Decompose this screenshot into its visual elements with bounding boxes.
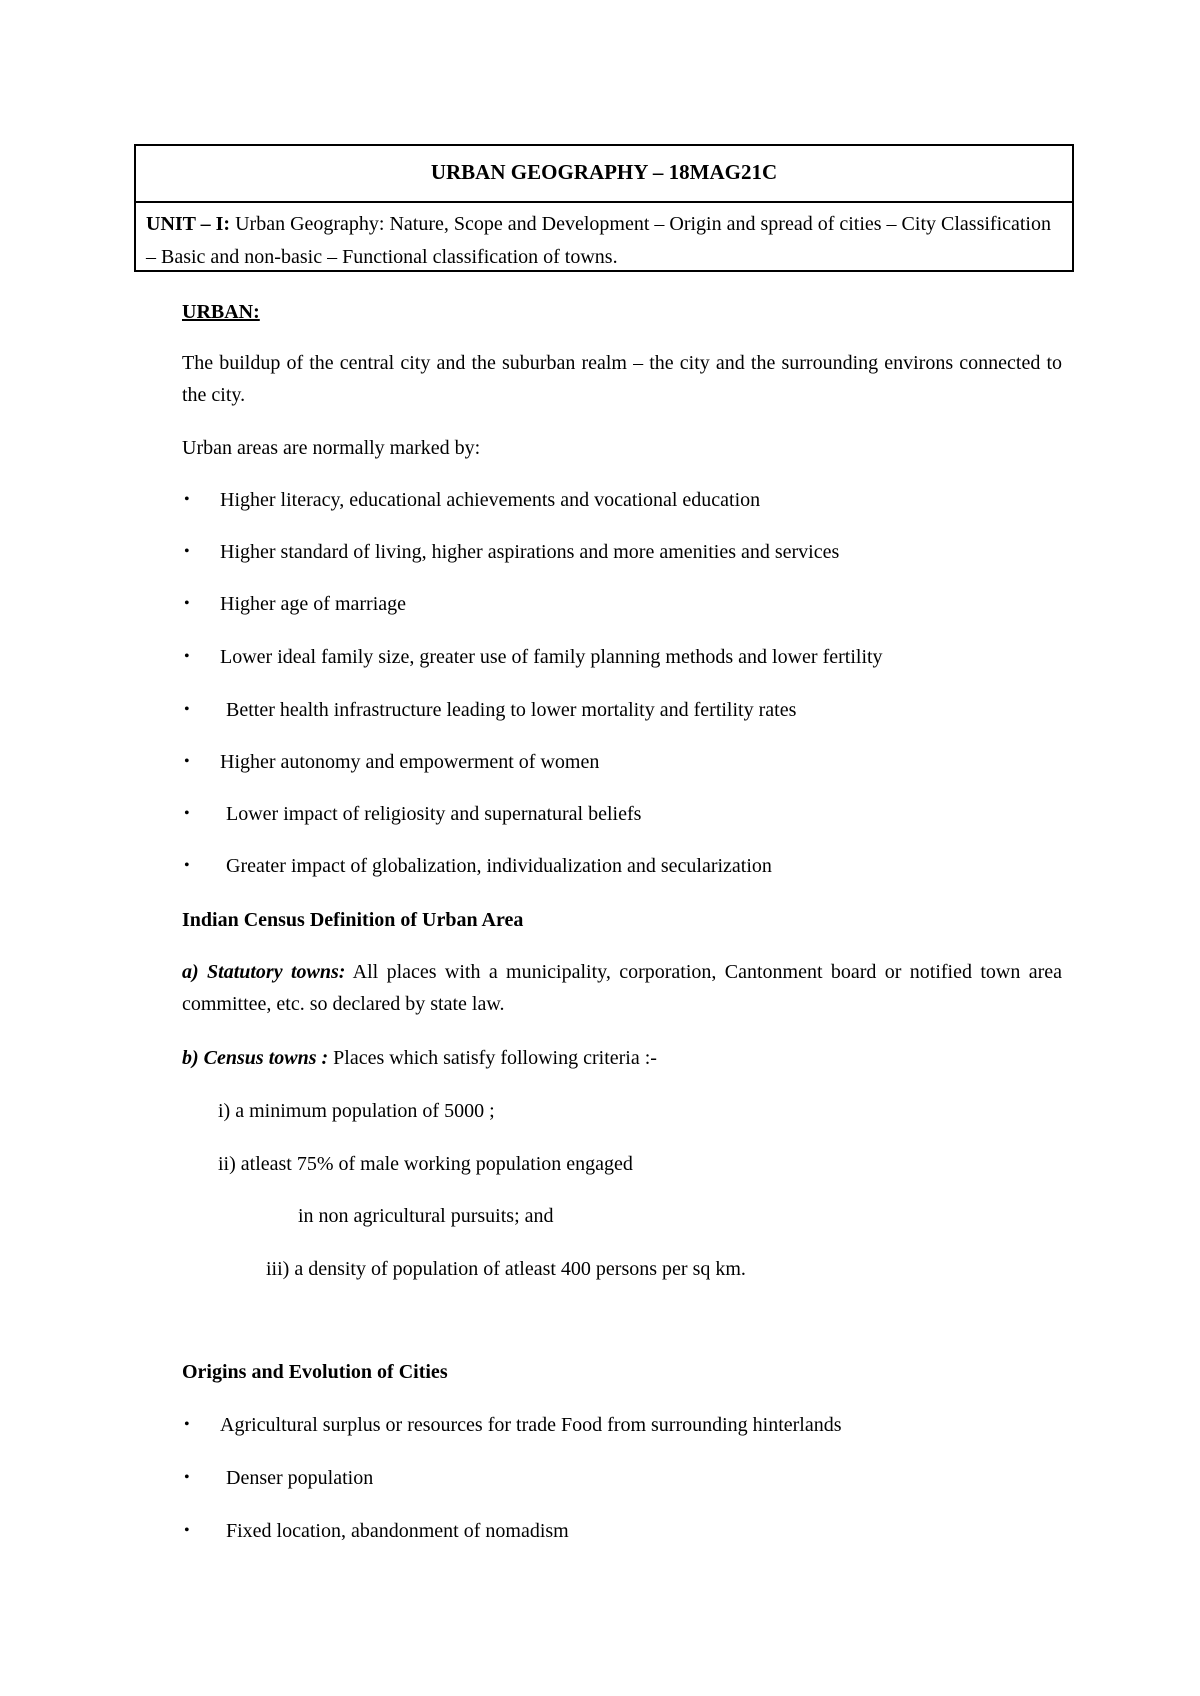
bullet-icon: • xyxy=(184,1522,190,1539)
urban-definition: The buildup of the central city and the suburban realm – the city and the surrounding environs connected to the city. xyxy=(182,352,1062,406)
bullet-icon: • xyxy=(184,648,190,665)
bullet-text: Denser population xyxy=(226,1467,374,1489)
urban-intro: Urban areas are normally marked by: xyxy=(182,437,481,459)
census-heading: Indian Census Definition of Urban Area xyxy=(182,909,524,931)
bullet-text: Better health infrastructure leading to lower mortality and fertility rates xyxy=(226,699,797,721)
unit-label: UNIT – I: xyxy=(146,213,231,235)
bullet-text: Higher standard of living, higher aspirations and more amenities and services xyxy=(220,541,840,563)
criteria-item: ii) atleast 75% of male working population engaged xyxy=(218,1153,633,1175)
census-towns-text: Places which satisfy following criteria :- xyxy=(328,1047,657,1069)
census-towns-label: b) Census towns : xyxy=(182,1047,329,1069)
bullet-text: Fixed location, abandonment of nomadism xyxy=(226,1520,569,1542)
course-title: URBAN GEOGRAPHY – 18MAG21C xyxy=(136,146,1072,203)
bullet-text: Higher literacy, educational achievements and vocational education xyxy=(220,489,761,511)
bullet-text: Higher autonomy and empowerment of women xyxy=(220,751,600,773)
bullet-text: Greater impact of globalization, individualization and secularization xyxy=(226,855,772,877)
bullet-text: Lower impact of religiosity and supernatural beliefs xyxy=(226,803,642,825)
unit-syllabus xyxy=(146,208,1062,274)
criteria-item: iii) a density of population of atleast 400 persons per sq km. xyxy=(266,1258,746,1280)
bullet-icon: • xyxy=(184,543,190,560)
bullet-icon: • xyxy=(184,595,190,612)
bullet-text: Lower ideal family size, greater use of family planning methods and lower fertility xyxy=(220,646,883,668)
origins-heading: Origins and Evolution of Cities xyxy=(182,1361,448,1383)
criteria-item: in non agricultural pursuits; and xyxy=(298,1205,554,1227)
bullet-icon: • xyxy=(184,701,190,718)
bullet-icon: • xyxy=(184,805,190,822)
bullet-icon: • xyxy=(184,857,190,874)
bullet-text: Agricultural surplus or resources for trade Food from surrounding hinterlands xyxy=(220,1414,842,1436)
criteria-item: i) a minimum population of 5000 ; xyxy=(218,1100,495,1122)
bullet-icon: • xyxy=(184,491,190,508)
bullet-icon: • xyxy=(184,1469,190,1486)
statutory-towns-label: a) Statutory towns: xyxy=(182,961,346,983)
statutory-towns-text: All places with a municipality, corporation, Cantonment board or notified town area committee, etc. so declared by state law. xyxy=(182,961,1062,1015)
unit-text: Urban Geography: Nature, Scope and Development – Origin and spread of cities – City Classification – Basic and non-basic – Functional classification of towns. xyxy=(146,213,1051,268)
bullet-icon: • xyxy=(184,753,190,770)
statutory-towns-paragraph xyxy=(182,956,1062,1020)
bullet-icon: • xyxy=(184,1416,190,1433)
bullet-text: Higher age of marriage xyxy=(220,593,407,615)
course-header-box xyxy=(134,144,1074,272)
census-towns-line xyxy=(182,1044,657,1072)
urban-heading: URBAN: xyxy=(182,301,260,323)
